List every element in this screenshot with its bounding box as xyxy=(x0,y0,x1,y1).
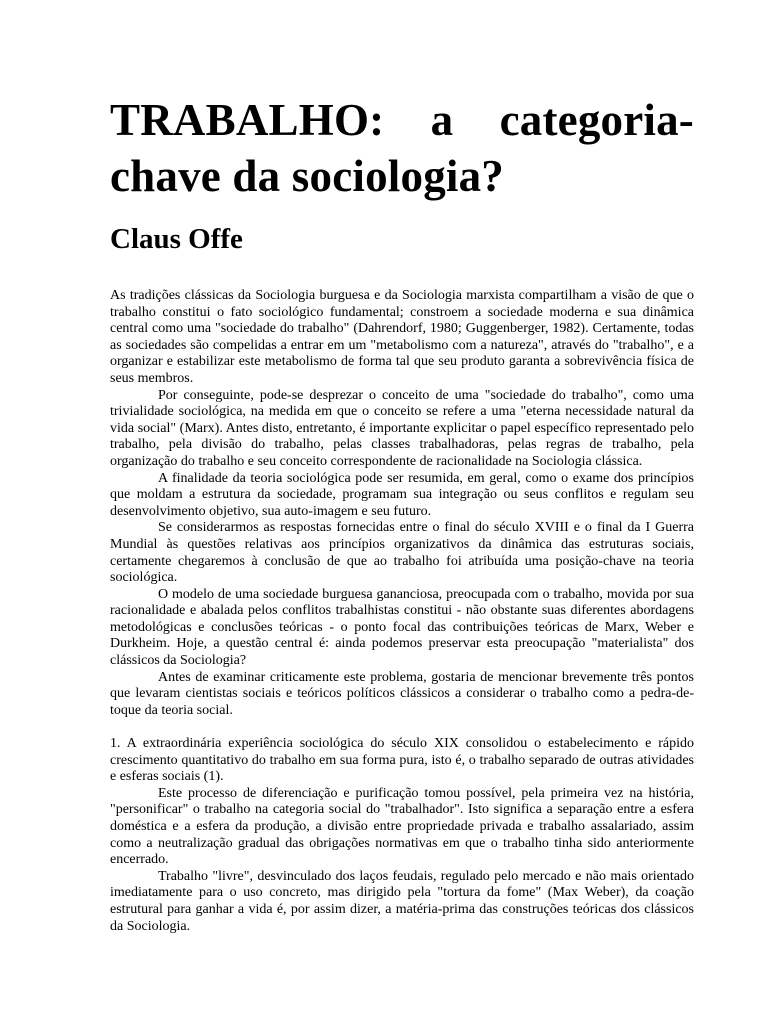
paragraph: A finalidade da teoria sociológica pode ser resumida, em geral, como o exame dos princípios que moldam a estrutura da sociedade, programam sua integração ou seus conflitos e regulam seu desenvolvimento objetivo, sua auto-imagem e seu futuro. xyxy=(110,470,694,519)
paragraph: 1. A extraordinária experiência sociológica do século XIX consolidou o estabelecimento e rápido crescimento quantitativo do trabalho em sua forma pura, isto é, o trabalho separado de outras atividades e esferas sociais (1). xyxy=(110,736,694,785)
document-page xyxy=(110,92,694,935)
paragraph: Se considerarmos as respostas fornecidas entre o final do século XVIII e o final da I Guerra Mundial às questões relativas aos princípios organizativos da dinâmica das estruturas sociais, certamente chegaremos à conclusão de que ao trabalho foi atribuída uma posição-chave na teoria sociológica. xyxy=(110,520,694,586)
document-title: TRABALHO: a categoria-chave da sociologia? xyxy=(110,95,694,201)
paragraph: O modelo de uma sociedade burguesa gananciosa, preocupada com o trabalho, movida por sua racionalidade e abalada pelos conflitos trabalhistas constitui - não obstante suas diferentes abordagens metodológicas e conclusões teóricas - o ponto focal das contribuições teóricas de Marx, Weber e Durkheim. Hoje, a questão central é: ainda podemos preservar esta preocupação "materialista" dos clássicos da Sociologia? xyxy=(110,586,694,669)
paragraph: Trabalho "livre", desvinculado dos laços feudais, regulado pelo mercado e não mais orientado imediatamente para o uso concreto, mas dirigido pela "tortura da fome" (Max Weber), da coação estrutural para ganhar a vida é, por assim dizer, a matéria-prima das construções teóricas dos clássicos da Sociologia. xyxy=(110,868,694,934)
paragraph: Por conseguinte, pode-se desprezar o conceito de uma "sociedade do trabalho", como uma trivialidade sociológica, na medida em que o conceito se refere a uma "eterna necessidade natural da vida social" (Marx). Antes disto, entretanto, é importante explicitar o papel específico representado pelo trabalho, pela divisão do trabalho, pelas classes trabalhadoras, pelas regras de trabalho, pela organização do trabalho e seu conceito correspondente de racionalidade na Sociologia clássica. xyxy=(110,387,694,469)
paragraph: Antes de examinar criticamente este problema, gostaria de mencionar brevemente três pontos que levaram cientistas sociais e teóricos políticos clássicos a considerar o trabalho como a pedra-de-toque da teoria social. xyxy=(110,669,694,718)
paragraph: Este processo de diferenciação e purificação tomou possível, pela primeira vez na história, "personificar" o trabalho na categoria social do "trabalhador". Isto significa a separação entre a esfera doméstica e a esfera da produção, a divisão entre propriedade privada e trabalho assalariado, assim como a neutralização gradual das obrigações normativas em que o trabalho tinha sido anteriormente encerrado. xyxy=(110,785,694,868)
paragraph: As tradições clássicas da Sociologia burguesa e da Sociologia marxista compartilham a visão de que o trabalho constitui o fato sociológico fundamental; constroem a sociedade moderna e sua dinâmica central como uma "sociedade do trabalho" (Dahrendorf, 1980; Guggenberger, 1982). Certamente, todas as sociedades são compelidas a entrar em um "metabolismo com a natureza", através do "trabalho", e a organizar e estabilizar este metabolismo de forma tal que seu produto garanta a sobrevivência física de seus membros. xyxy=(110,288,694,386)
author-name: Claus Offe xyxy=(110,223,243,255)
document-body xyxy=(110,288,694,935)
